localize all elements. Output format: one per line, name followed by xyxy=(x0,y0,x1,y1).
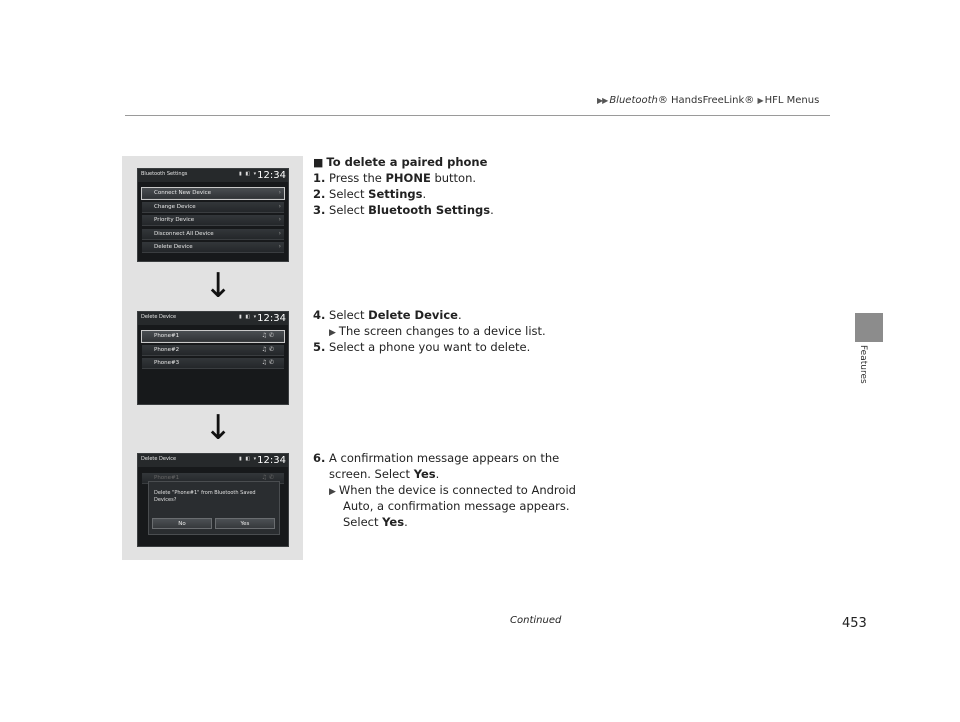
breadcrumb xyxy=(597,95,819,106)
music-phone-icon: ♫ ✆ xyxy=(261,332,274,339)
status-icons: ▮ ◧ ▾ xyxy=(239,314,258,320)
music-phone-icon: ♫ ✆ xyxy=(261,359,274,366)
step-6-line-2: screen. Select Yes. xyxy=(329,467,440,481)
chevron-right-icon: › xyxy=(278,202,281,210)
settings-list xyxy=(138,182,288,253)
device-item-phone-1[interactable]: Phone#1 ♫ ✆ xyxy=(142,331,284,342)
status-icons: ▮ ◧ ▾ xyxy=(239,456,258,462)
screen-clock: 12:34 xyxy=(257,455,286,466)
step-6-note-line-3: Select Yes. xyxy=(343,515,408,529)
menu-item-priority-device[interactable]: Priority Device › xyxy=(142,215,284,226)
menu-item-change-device[interactable]: Change Device › xyxy=(142,202,284,213)
confirm-dialog xyxy=(148,481,280,535)
down-arrow-icon: ↓ xyxy=(204,408,233,448)
music-phone-icon: ♫ ✆ xyxy=(261,474,274,481)
screen-title: Bluetooth Settings xyxy=(141,171,188,177)
device-item-phone-1-dimmed: Phone#1 ♫ ✆ xyxy=(142,473,284,484)
chevron-right-icon: › xyxy=(278,243,281,250)
step-5: 5. Select a phone you want to delete. xyxy=(313,340,531,354)
no-button[interactable]: No xyxy=(152,518,212,529)
step-6: 6. A confirmation message appears on the xyxy=(313,451,560,465)
step-3: 3. Select Bluetooth Settings. xyxy=(313,203,494,217)
screen-bluetooth-settings xyxy=(137,168,289,262)
menu-item-disconnect-all-device[interactable]: Disconnect All Device › xyxy=(142,229,284,240)
music-phone-icon: ♫ ✆ xyxy=(261,345,274,353)
arrow-icon: ▶ xyxy=(329,487,336,497)
page-number: 453 xyxy=(842,616,867,631)
screen-header xyxy=(138,169,288,182)
header-rule xyxy=(125,115,830,116)
arrow-icon: ▶ xyxy=(757,96,763,105)
screen-title: Delete Device xyxy=(141,456,177,462)
section-heading: ■ To delete a paired phone xyxy=(313,155,488,169)
menu-item-connect-new-device[interactable]: Connect New Device › xyxy=(142,188,284,199)
screen-delete-device xyxy=(137,311,289,405)
square-bullet-icon: ■ xyxy=(313,156,324,169)
step-6-note-line-2: Auto, a confirmation message appears. xyxy=(343,499,570,513)
device-item-phone-2[interactable]: Phone#2 ♫ ✆ xyxy=(142,345,284,356)
screen-header xyxy=(138,454,288,467)
screen-delete-confirm xyxy=(137,453,289,547)
side-tab-label: Features xyxy=(858,345,868,384)
screen-clock: 12:34 xyxy=(257,170,286,181)
step-4: 4. Select Delete Device. xyxy=(313,308,462,322)
breadcrumb-hfl-menus: HFL Menus xyxy=(764,95,820,106)
chevron-right-icon: › xyxy=(278,229,281,237)
yes-button[interactable]: Yes xyxy=(215,518,275,529)
down-arrow-icon: ↓ xyxy=(204,266,233,306)
dialog-message: Delete "Phone#1" from Bluetooth Saved Devices? xyxy=(154,490,256,503)
step-6-note: ▶ When the device is connected to Android xyxy=(329,483,576,497)
screen-title: Delete Device xyxy=(141,314,177,320)
double-arrow-icon: ▶▶ xyxy=(597,96,608,105)
chevron-right-icon: › xyxy=(278,216,281,223)
step-4-note: ▶ The screen changes to a device list. xyxy=(329,324,546,338)
screen-header xyxy=(138,312,288,325)
section-tab-marker xyxy=(855,313,883,342)
breadcrumb-bluetooth: Bluetooth xyxy=(609,95,658,106)
device-list xyxy=(138,325,288,369)
screen-clock: 12:34 xyxy=(257,313,286,324)
menu-item-delete-device[interactable]: Delete Device › xyxy=(142,242,284,253)
arrow-icon: ▶ xyxy=(329,328,336,338)
device-item-phone-3[interactable]: Phone#3 ♫ ✆ xyxy=(142,358,284,369)
status-icons: ▮ ◧ ▾ xyxy=(239,171,258,177)
continued-label: Continued xyxy=(510,615,562,626)
breadcrumb-hfl: ® HandsFreeLink® xyxy=(657,95,755,106)
step-1: 1. Press the PHONE button. xyxy=(313,171,477,185)
chevron-right-icon: › xyxy=(278,189,281,196)
step-2: 2. Select Settings. xyxy=(313,187,427,201)
